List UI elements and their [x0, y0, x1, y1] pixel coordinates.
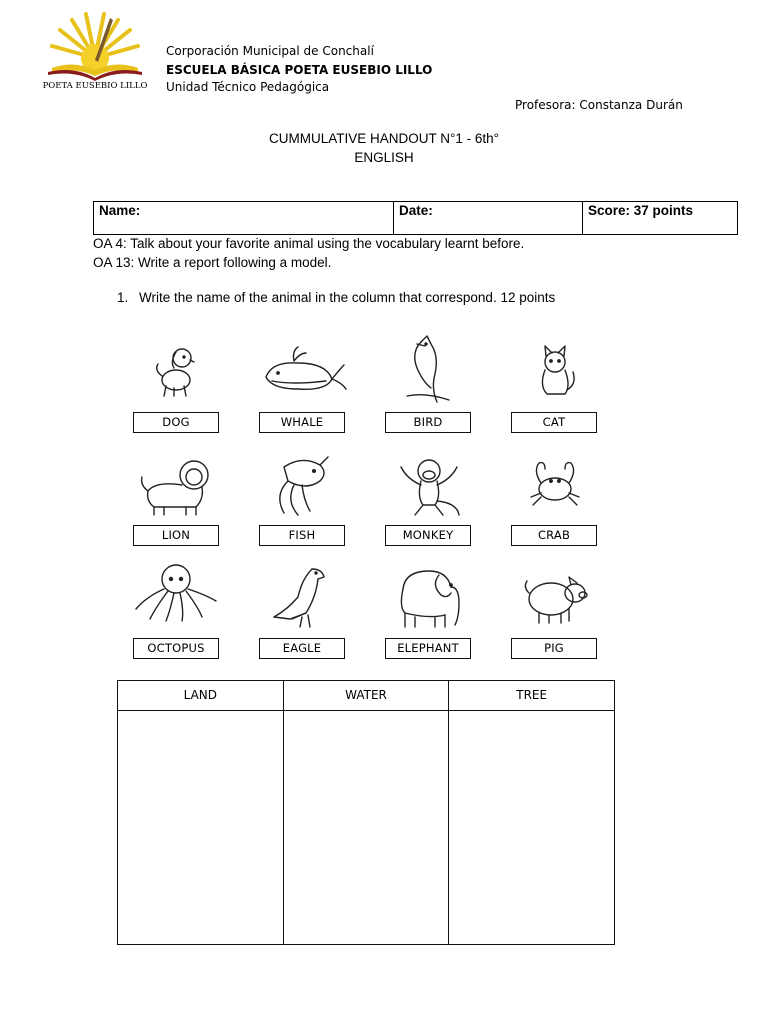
animal-label-pig: PIG	[511, 638, 597, 659]
animal-label-lion: LION	[133, 525, 219, 546]
objective-oa4: OA 4: Talk about your favorite animal using the vocabulary learnt before.	[93, 236, 525, 251]
objective-oa13: OA 13: Write a report following a model.	[93, 255, 332, 270]
bird-icon	[407, 336, 449, 402]
tree-column-header: TREE	[449, 681, 614, 711]
school-name: ESCUELA BÁSICA POETA EUSEBIO LILLO	[166, 63, 433, 77]
tree-column	[448, 681, 614, 944]
teacher-name: Profesora: Constanza Durán	[515, 98, 683, 112]
crab-icon	[531, 463, 579, 505]
water-column	[283, 681, 449, 944]
monkey-icon	[401, 460, 459, 515]
logo-text: POETA EUSEBIO LILLO	[42, 81, 148, 90]
fish-icon	[280, 457, 328, 515]
octopus-icon	[136, 565, 216, 621]
score-field: Score: 37 points	[583, 201, 738, 235]
elephant-icon	[401, 571, 459, 627]
date-field[interactable]: Date:	[394, 201, 583, 235]
lion-icon	[142, 461, 208, 515]
cat-icon	[542, 346, 574, 394]
exercise-number: 1.	[117, 290, 129, 305]
subject-title: ENGLISH	[354, 150, 414, 165]
handout-title: CUMMULATIVE HANDOUT N°1 - 6th°	[268, 131, 500, 146]
animal-label-whale: WHALE	[259, 412, 345, 433]
animal-picture-grid	[113, 327, 621, 672]
eagle-icon	[274, 569, 324, 627]
land-answer-area[interactable]	[118, 711, 283, 944]
animal-label-octopus: OCTOPUS	[133, 638, 219, 659]
animal-label-elephant: ELEPHANT	[385, 638, 471, 659]
school-logo	[40, 8, 150, 90]
habitat-sorting-table	[117, 680, 615, 945]
animal-label-cat: CAT	[511, 412, 597, 433]
animal-label-fish: FISH	[259, 525, 345, 546]
water-column-header: WATER	[284, 681, 449, 711]
organization-name: Corporación Municipal de Conchalí	[166, 44, 374, 58]
student-info-table	[93, 201, 738, 235]
animal-label-dog: DOG	[133, 412, 219, 433]
land-column-header: LAND	[118, 681, 283, 711]
dog-icon	[157, 349, 194, 396]
water-answer-area[interactable]	[284, 711, 449, 944]
unit-name: Unidad Técnico Pedagógica	[166, 80, 330, 94]
exercise-instruction	[117, 290, 555, 305]
animal-label-crab: CRAB	[511, 525, 597, 546]
animal-label-monkey: MONKEY	[385, 525, 471, 546]
tree-answer-area[interactable]	[449, 711, 614, 944]
whale-icon	[266, 347, 346, 389]
animal-label-eagle: EAGLE	[259, 638, 345, 659]
name-field[interactable]: Name:	[93, 201, 394, 235]
pig-icon	[525, 577, 587, 623]
land-column	[118, 681, 283, 944]
animal-label-bird: BIRD	[385, 412, 471, 433]
exercise-text: Write the name of the animal in the column that correspond. 12 points	[139, 290, 556, 305]
